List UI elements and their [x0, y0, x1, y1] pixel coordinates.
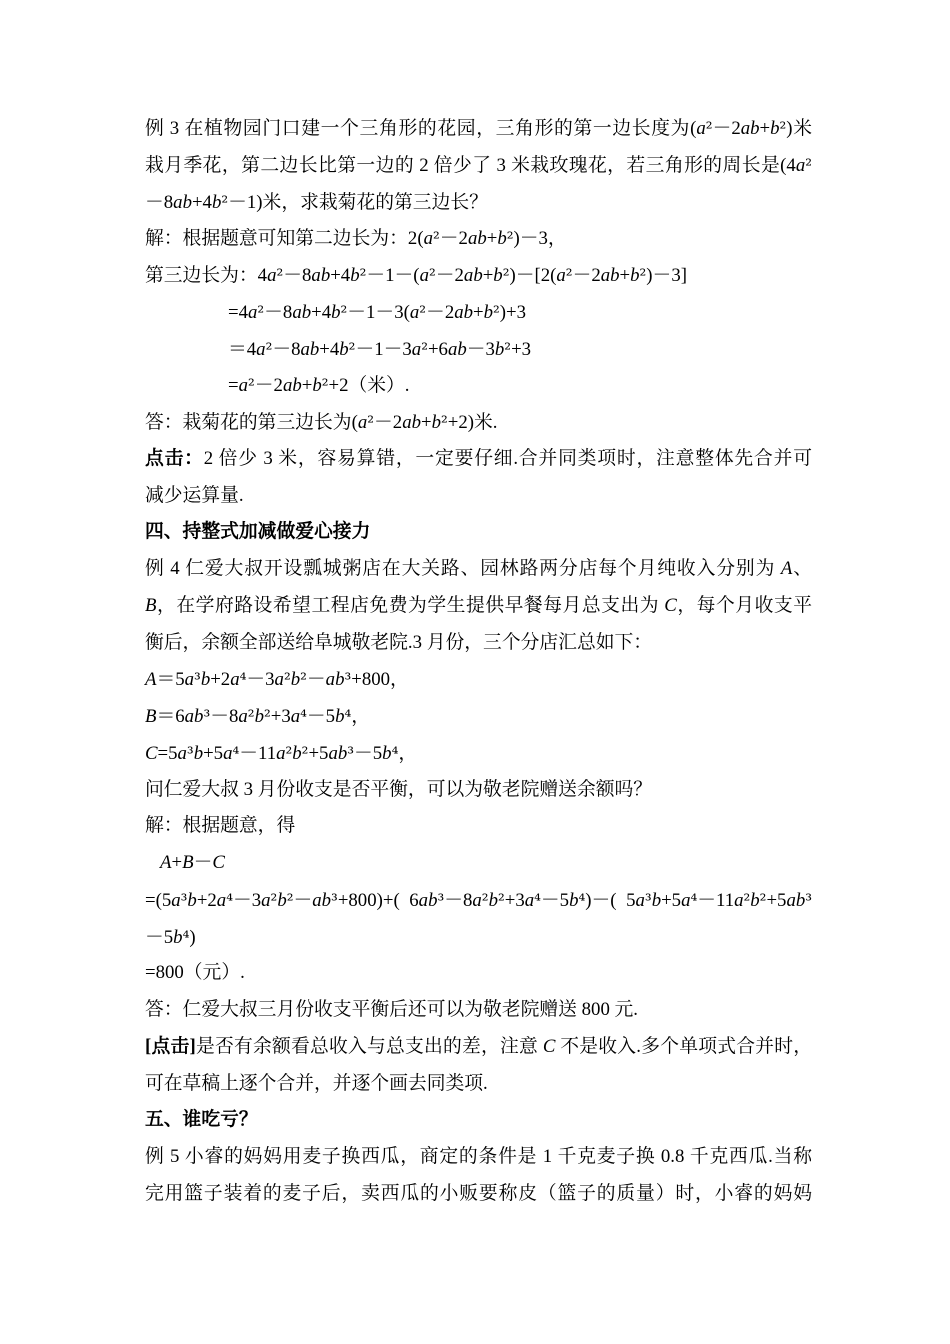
- exponent: ²: [285, 742, 293, 763]
- math-variable: b: [382, 742, 392, 764]
- exponent: ³: [805, 889, 812, 910]
- math-variable: ab: [740, 118, 760, 139]
- math-variable: ab: [463, 265, 483, 286]
- math-variable: a: [247, 301, 258, 323]
- exponent: ³: [180, 889, 188, 910]
- exponent: ⁴: [534, 889, 541, 910]
- math-variable: b: [350, 265, 360, 286]
- math-variable: ab: [454, 301, 473, 323]
- math-variable: b: [277, 889, 287, 911]
- exponent: ²: [419, 301, 427, 322]
- exponent: ²: [779, 118, 787, 138]
- exponent: ²: [367, 412, 375, 432]
- exponent: ²: [639, 265, 647, 285]
- exponent: ³: [186, 742, 194, 763]
- math-variable: b: [770, 118, 780, 139]
- tip4-text: 是否有余额看总收入与总支出的差，注意 C 不是收入.多个单项式合并时，: [195, 1035, 812, 1057]
- math-variable: ab: [173, 191, 192, 213]
- math-variable: a: [261, 889, 271, 911]
- math-variable: a: [276, 742, 286, 764]
- math-variable: ab: [292, 301, 312, 323]
- exponent: ²: [504, 338, 512, 359]
- math-variable: C: [145, 742, 158, 764]
- exponent: ²: [743, 889, 751, 910]
- section-4-heading: 四、持整式加减做爱心接力: [145, 521, 371, 543]
- math-variable: a: [238, 375, 248, 397]
- math-variable: a: [274, 669, 284, 691]
- exponent: ²: [565, 265, 573, 285]
- answer3-line: 答：栽菊花的第三边长为(a²－2ab+b²+2)米.: [145, 412, 498, 433]
- math-variable: a: [230, 669, 240, 691]
- exponent: ²: [265, 338, 273, 359]
- example5-line-2: 完用篮子装着的麦子后，卖西瓜的小贩要称皮（篮子的质量）时，小睿的妈妈: [145, 1182, 812, 1204]
- math-variable: B: [145, 594, 157, 616]
- math-variable: b: [569, 889, 579, 911]
- math-variable: a: [472, 889, 482, 911]
- tip3-line-2: 减少运算量.: [145, 484, 244, 506]
- tip3-line-1: [145, 441, 812, 478]
- exponent: ²: [421, 338, 428, 359]
- math-variable: a: [696, 118, 706, 139]
- exponent: ²: [321, 375, 329, 396]
- exponent: ²: [300, 669, 307, 690]
- solution3-step-2: ＝4a²－8ab+4b²－1－3a²+6ab－3b²+3: [228, 338, 532, 360]
- exponent: ²: [221, 191, 229, 212]
- math-variable: a: [411, 338, 422, 360]
- exponent: ⁴: [391, 742, 399, 763]
- math-variable: b: [173, 926, 183, 948]
- exponent: ²: [481, 889, 489, 910]
- math-variable: a: [267, 265, 277, 286]
- math-variable: a: [423, 228, 433, 250]
- math-variable: b: [193, 742, 204, 764]
- solution3-step-1: =4a²－8ab+4b²－1－3(a²－2ab+b²)+3: [228, 301, 527, 323]
- math-variable: b: [200, 669, 211, 691]
- solution3-step-3: =a²－2ab+b²+2（米）.: [228, 375, 410, 397]
- math-variable: b: [483, 301, 493, 323]
- answer4-line: 答：仁爱大叔三月份收支平衡后还可以为敬老院赠送 800 元.: [145, 999, 639, 1020]
- exponent: ²: [506, 228, 514, 249]
- formula-c: C=5a³b+5a⁴－11a²b²+5ab³－5b⁴，: [145, 742, 418, 764]
- exponent: ²: [359, 265, 367, 285]
- math-variable: b: [339, 338, 349, 360]
- math-variable: b: [331, 301, 341, 323]
- solution4-line-1: 解：根据题意，得: [145, 815, 296, 837]
- math-variable: ab: [467, 228, 487, 250]
- exponent: ⁴: [300, 706, 307, 726]
- math-variable: a: [223, 742, 233, 764]
- exponent: ²: [705, 118, 713, 138]
- math-variable: A: [145, 669, 157, 691]
- exponent: ²: [283, 669, 291, 690]
- math-variable: b: [254, 706, 264, 727]
- exponent: ³: [331, 889, 338, 910]
- exponent: ²: [340, 301, 348, 322]
- math-variable: a: [177, 742, 187, 764]
- math-variable: a: [409, 301, 420, 323]
- math-variable: a: [238, 706, 248, 727]
- exponent: ⁴: [226, 889, 233, 910]
- formula-a: A＝5a³b+2a⁴－3a²b²－ab³+800，: [145, 669, 409, 691]
- math-variable: b: [750, 889, 760, 911]
- math-variable: ab: [447, 338, 467, 360]
- exponent: ⁴: [578, 889, 586, 910]
- exponent: ³: [344, 669, 352, 690]
- example5-line-1: 例 5 小睿的妈妈用麦子换西瓜，商定的条件是 1 千克麦子换 0.8 千克西瓜.当称: [145, 1146, 812, 1167]
- math-variable: a: [681, 889, 691, 911]
- math-variable: B: [145, 706, 157, 727]
- math-variable: b: [493, 265, 503, 286]
- math-variable: b: [497, 228, 507, 250]
- exponent: ²: [270, 889, 278, 910]
- example3-line-2: 栽月季花，第二边长比第一边的 2 倍少了 3 米栽玫瑰花，若三角形的周长是(4a²: [145, 154, 812, 176]
- math-variable: b: [292, 742, 302, 764]
- math-variable: ab: [418, 889, 438, 911]
- math-variable: ab: [402, 412, 421, 433]
- example4-line-2: B，在学府路设希望工程店免费为学生提供早餐每月总支出为 C，每个月收支平: [145, 594, 812, 616]
- math-variable: b: [335, 706, 345, 727]
- exponent: ²: [440, 412, 448, 432]
- tip4-line-1: [145, 1029, 812, 1066]
- math-variable: a: [256, 338, 266, 360]
- exponent: ²: [247, 706, 255, 726]
- math-variable: ab: [325, 669, 345, 691]
- exponent: ⁴: [239, 669, 247, 690]
- math-variable: b: [431, 412, 441, 433]
- example3-line-1: 例 3 在植物园门口建一个三角形的花园，三角形的第一边长度为(a²－2ab+b²)米: [145, 118, 812, 139]
- math-variable: ab: [300, 338, 320, 360]
- math-variable: ab: [184, 706, 204, 727]
- math-variable: ab: [282, 375, 302, 397]
- solution4-step-1-cont: －5b⁴): [145, 926, 196, 948]
- math-variable: ab: [328, 742, 348, 764]
- exponent: ²: [428, 265, 436, 285]
- math-variable: b: [488, 889, 498, 911]
- formula-b: B＝6ab³－8a²b²+3a⁴－5b⁴，: [145, 706, 371, 727]
- exponent: ³: [203, 706, 211, 726]
- tip3-label: 点击：: [145, 447, 204, 469]
- math-variable: ab: [311, 265, 331, 286]
- tip4-label: [点击]: [145, 1035, 196, 1057]
- exponent: ³: [437, 889, 445, 910]
- math-variable: a: [556, 265, 566, 286]
- math-variable: b: [187, 889, 197, 911]
- math-variable: b: [494, 338, 505, 360]
- math-variable: C: [664, 594, 677, 616]
- exponent: ²: [301, 742, 309, 763]
- math-variable: B: [182, 852, 194, 873]
- math-variable: ab: [600, 265, 620, 286]
- solution4-result: =800（元）.: [145, 962, 245, 984]
- exponent: ⁴: [182, 926, 190, 947]
- document-body: [145, 110, 812, 1213]
- math-variable: ab: [786, 889, 806, 911]
- solution4-step-1: =(5a³b+2a⁴－3a²b²－ab³+800)+( 6ab³－8a²b²+3a⁴－5b⁴)－( 5a³b+5a⁴－11a²b²+5ab³: [145, 889, 812, 911]
- math-variable: a: [795, 154, 806, 176]
- math-variable: C: [542, 1035, 556, 1057]
- exponent: ²: [759, 889, 767, 910]
- math-variable: a: [419, 265, 429, 286]
- exponent: ²: [502, 265, 510, 285]
- math-variable: a: [184, 669, 195, 691]
- exponent: ²: [432, 228, 440, 249]
- exponent: ⁴: [232, 742, 240, 763]
- exponent: ²: [247, 375, 255, 396]
- math-variable: A: [780, 558, 793, 579]
- exponent: ⁴: [344, 706, 352, 726]
- solution3-line-1: 解：根据题意可知第二边长为：2(a²－2ab+b²)－3，: [145, 228, 567, 250]
- section-5-heading: 五、谁吃亏？: [145, 1109, 258, 1131]
- tip3-text: 2 倍少 3 米，容易算错，一定要仔细.合并同类项时，注意整体先合并可: [203, 447, 812, 469]
- solution3-line-2: 第三边长为：4a²－8ab+4b²－1－(a²－2ab+b²)－[2(a²－2ab+b²)－3]: [145, 265, 687, 286]
- example4-line-3: 衡后，余额全部送给阜城敬老院.3 月份，三个分店汇总如下：: [145, 631, 653, 653]
- exponent: ²: [263, 706, 271, 726]
- solution4-expression: A+B－C: [160, 852, 225, 873]
- math-variable: b: [290, 669, 301, 691]
- exponent: ²: [286, 889, 294, 910]
- example4-line-1: 例 4 仁爱大叔开设瓢城粥店在大关路、园林路两分店每个月纯收入分别为 A、: [145, 558, 812, 579]
- math-variable: a: [216, 889, 227, 911]
- exponent: ³: [644, 889, 652, 910]
- math-variable: C: [212, 852, 225, 873]
- example3-line-3: －8ab+4b²－1)米，求栽菊花的第三边长？: [145, 191, 488, 213]
- math-variable: A: [160, 852, 172, 873]
- exponent: ³: [347, 742, 354, 763]
- math-variable: b: [651, 889, 662, 911]
- math-variable: ab: [312, 889, 332, 911]
- exponent: ³: [194, 669, 201, 690]
- math-variable: a: [635, 889, 645, 911]
- exponent: ²: [348, 338, 356, 359]
- exponent: ²: [276, 265, 284, 285]
- math-variable: a: [524, 889, 535, 911]
- math-variable: b: [312, 375, 322, 397]
- exponent: ²: [805, 154, 812, 175]
- math-variable: a: [290, 706, 301, 727]
- math-variable: b: [630, 265, 640, 286]
- math-variable: a: [734, 889, 744, 911]
- exponent: ²: [492, 301, 500, 322]
- tip4-line-2: 可在草稿上逐个合并，并逐个画去同类项.: [145, 1072, 488, 1094]
- math-variable: a: [357, 412, 368, 433]
- example4-question: 问仁爱大叔 3 月份收支是否平衡，可以为敬老院赠送余额吗？: [145, 778, 653, 800]
- exponent: ⁴: [690, 889, 698, 910]
- math-variable: b: [211, 191, 222, 213]
- math-variable: a: [171, 889, 181, 911]
- exponent: ²: [257, 301, 265, 322]
- exponent: ²: [497, 889, 505, 910]
